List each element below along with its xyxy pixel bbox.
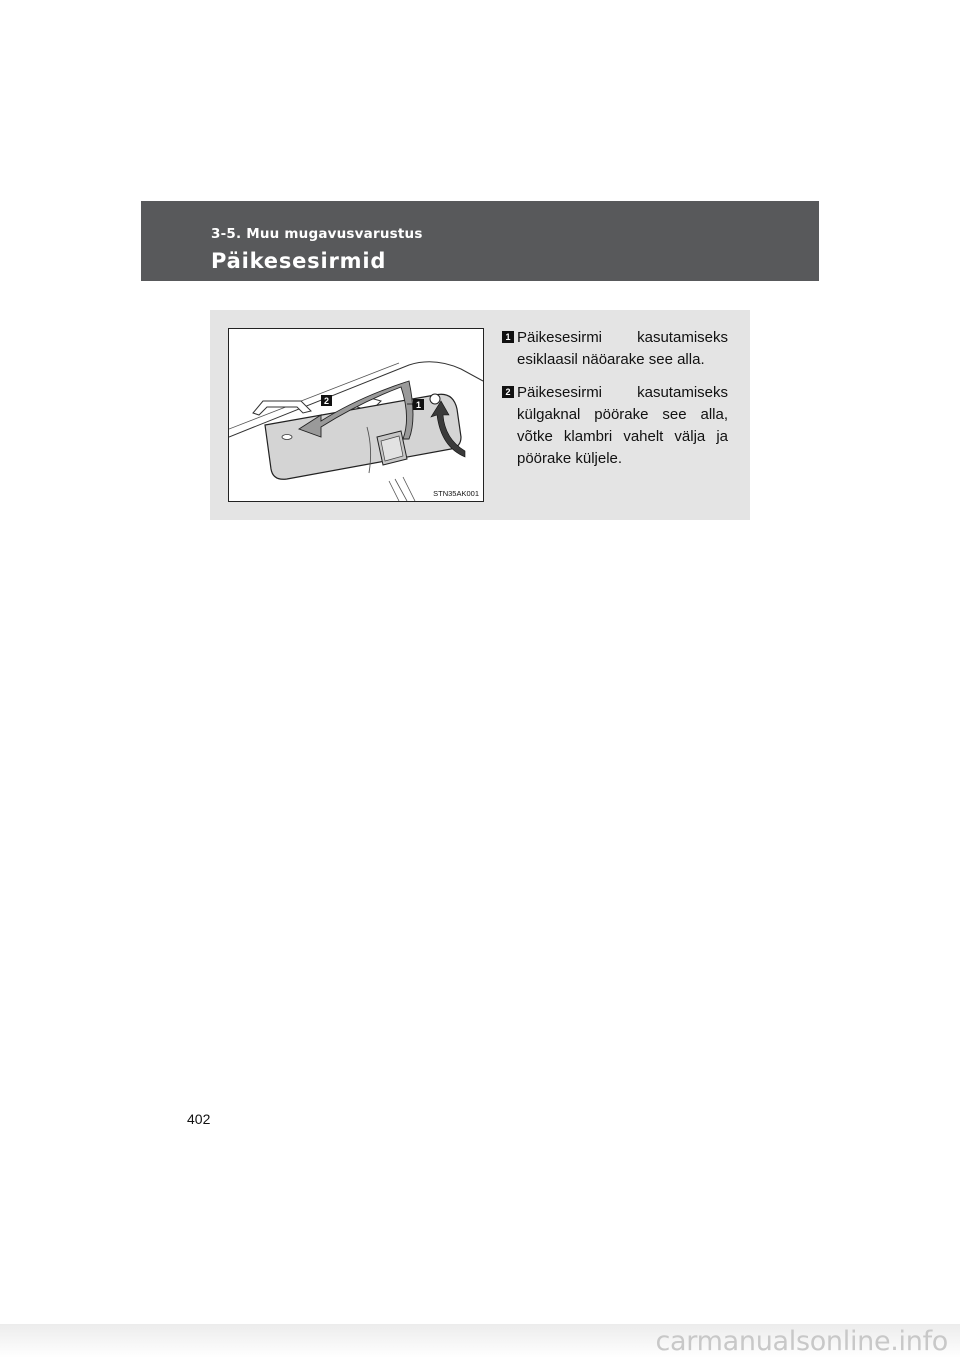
- watermark-bar: [0, 1324, 960, 1358]
- step-text: Päikesesirmi kasutamiseks külgaknal pöörake see alla, võtke klambri vahelt välja ja pöörake küljele.: [517, 384, 728, 467]
- step-item: [502, 382, 728, 470]
- sun-visor-illustration: [228, 328, 484, 502]
- sun-visor-drawing: [229, 329, 483, 501]
- step-number-badge: 1: [502, 331, 514, 343]
- instruction-panel: [210, 310, 750, 520]
- section-header: [141, 201, 819, 281]
- figure-code: STN35AK001: [433, 489, 479, 498]
- section-label: 3-5. Muu mugavusvarustus: [211, 226, 423, 242]
- page-title: Päikesesirmid: [211, 249, 387, 273]
- step-item: [502, 327, 728, 371]
- step-number-badge: 2: [502, 386, 514, 398]
- callout-1: 1: [415, 400, 422, 410]
- step-text: Päikesesirmi kasutamiseks esiklaasil näöarake see alla.: [517, 329, 728, 368]
- callout-2: 2: [323, 396, 330, 406]
- watermark-text: carmanualsonline.info: [655, 1326, 948, 1357]
- step-list: [502, 327, 728, 481]
- page-number: 402: [187, 1111, 211, 1127]
